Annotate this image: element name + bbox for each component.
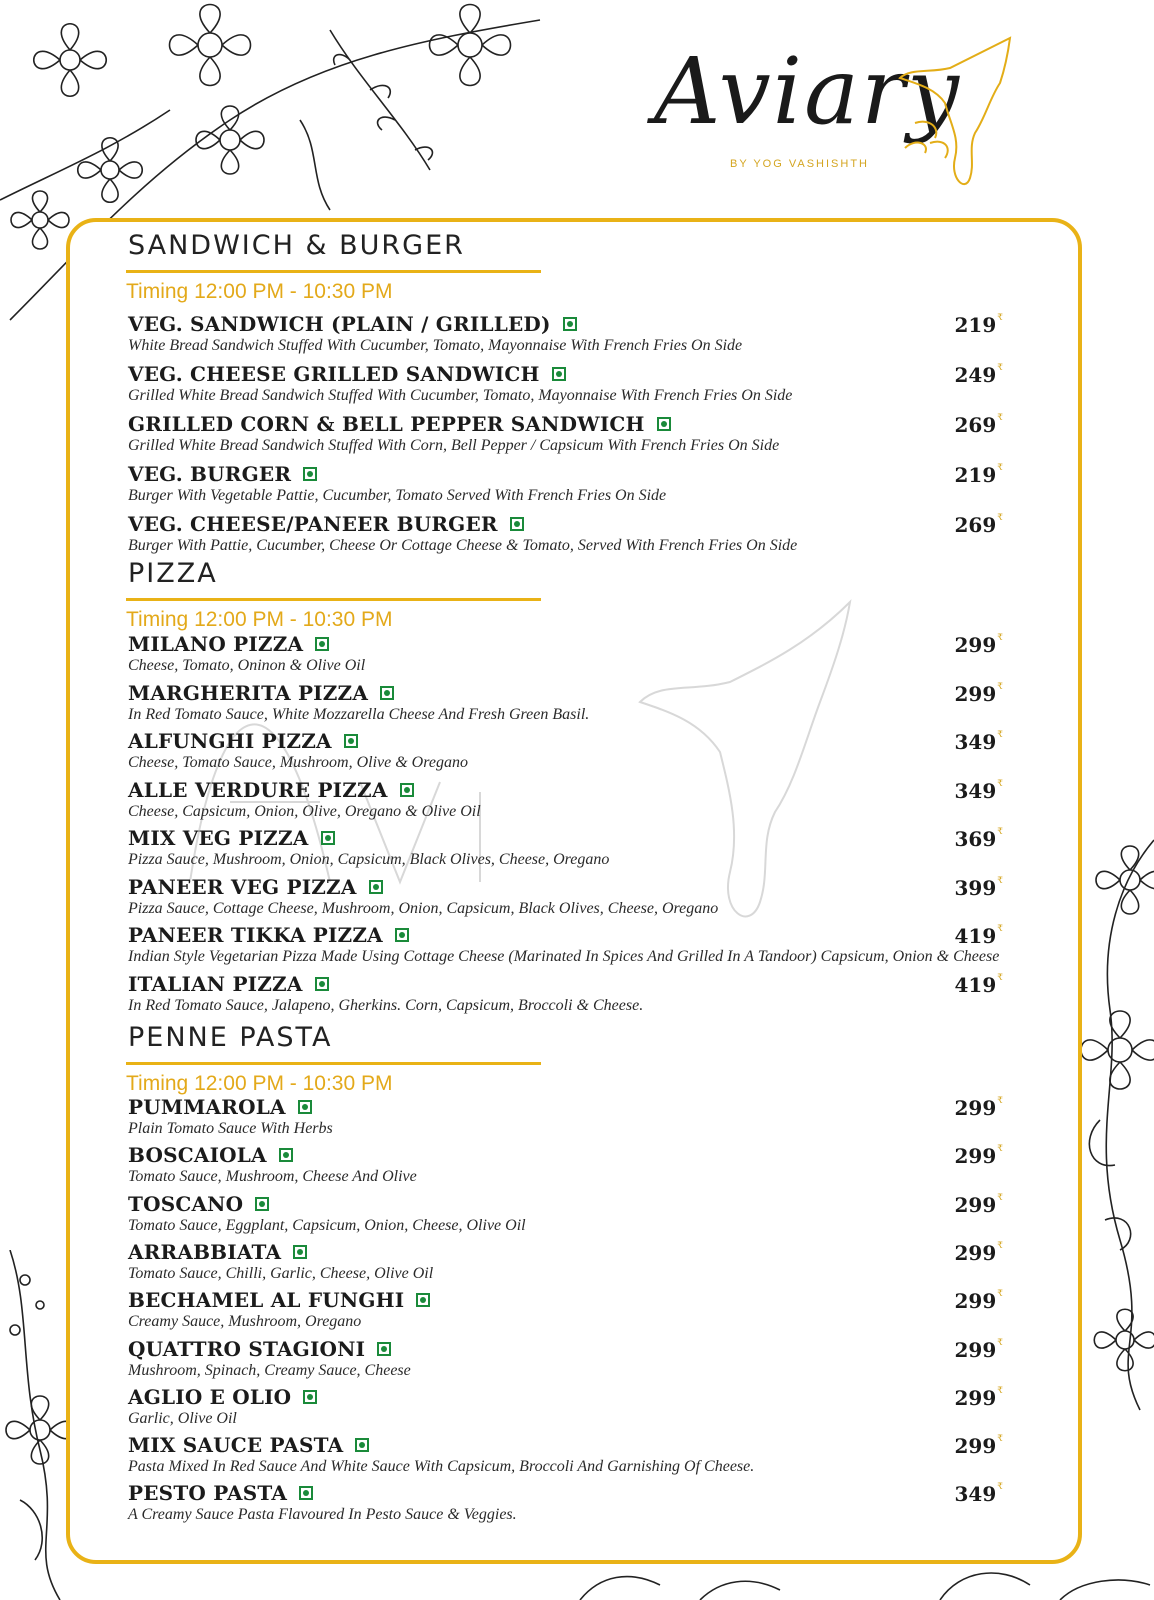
item-price: 299₹: [954, 1144, 1003, 1169]
item-name: GRILLED CORN & BELL PEPPER SANDWICH: [128, 412, 645, 436]
item-description: Plain Tomato Sauce With Herbs: [128, 1120, 333, 1137]
item-description: Pizza Sauce, Mushroom, Onion, Capsicum, Black Olives, Cheese, Oregano: [128, 851, 610, 868]
rupee-icon: ₹: [997, 1482, 1003, 1493]
rupee-icon: ₹: [997, 778, 1003, 789]
menu-item: [128, 681, 1078, 724]
item-price: 299₹: [954, 1289, 1003, 1314]
item-name: AGLIO E OLIO: [128, 1384, 292, 1409]
item-price: 419₹: [954, 924, 1003, 948]
menu-card: [66, 218, 1082, 1564]
floral-right: [1070, 820, 1154, 1420]
item-description: Indian Style Vegetarian Pizza Made Using Cottage Cheese (Marinated In Spices And Grilled In A Tandoor) Capsicum, Onion & Cheese: [128, 948, 1000, 965]
rupee-icon: ₹: [997, 313, 1003, 323]
item-price: 399₹: [954, 875, 1003, 900]
brand-logo: [640, 28, 1040, 208]
rupee-icon: ₹: [997, 681, 1003, 692]
menu-item: [128, 923, 1078, 966]
item-price: 269₹: [954, 513, 1003, 537]
veg-icon: [416, 1293, 430, 1307]
veg-icon: [552, 367, 566, 381]
item-price: 299₹: [954, 1337, 1003, 1362]
rupee-icon: ₹: [997, 1096, 1003, 1106]
bird-icon: [890, 28, 1020, 198]
veg-icon: [299, 1486, 313, 1500]
item-name: BECHAMEL AL FUNGHI: [128, 1288, 405, 1313]
rupee-icon: ₹: [997, 1192, 1003, 1203]
item-name: PESTO PASTA: [128, 1481, 288, 1506]
item-price: 299₹: [954, 1192, 1003, 1217]
item-price: 219₹: [954, 313, 1003, 337]
section-divider: [126, 1062, 541, 1065]
rupee-icon: ₹: [997, 1289, 1003, 1300]
rupee-icon: ₹: [997, 875, 1003, 886]
menu-item: [128, 412, 1078, 455]
menu-item: [128, 875, 1078, 918]
menu-item: [128, 1143, 1078, 1186]
menu-item: [128, 826, 1078, 869]
item-description: Garlic, Olive Oil: [128, 1409, 237, 1427]
rupee-icon: ₹: [997, 1240, 1003, 1251]
item-name: MILANO PIZZA: [128, 632, 304, 656]
section-title: SANDWICH & BURGER: [128, 230, 465, 261]
item-name: MARGHERITA PIZZA: [128, 680, 369, 705]
rupee-icon: ₹: [997, 413, 1003, 423]
veg-icon: [344, 734, 358, 748]
menu-item: [128, 1337, 1078, 1380]
veg-icon: [315, 977, 329, 991]
veg-icon: [279, 1148, 293, 1162]
veg-icon: [355, 1438, 369, 1452]
item-name: ARRABBIATA: [128, 1239, 282, 1264]
veg-icon: [657, 417, 671, 431]
menu-item: [128, 1481, 1078, 1524]
item-description: Tomato Sauce, Eggplant, Capsicum, Onion, Cheese, Olive Oil: [128, 1216, 526, 1234]
veg-icon: [321, 831, 335, 845]
menu-item: [128, 1095, 1078, 1138]
item-price: 299₹: [954, 633, 1003, 657]
item-name: ALFUNGHI PIZZA: [128, 729, 332, 753]
veg-icon: [255, 1197, 269, 1211]
item-price: 299₹: [954, 1096, 1003, 1120]
item-description: A Creamy Sauce Pasta Flavoured In Pesto Sauce & Veggies.: [128, 1506, 517, 1524]
rupee-icon: ₹: [997, 827, 1003, 837]
rupee-icon: ₹: [997, 463, 1003, 473]
item-description: Pizza Sauce, Cottage Cheese, Mushroom, Onion, Capsicum, Black Olives, Cheese, Oregano: [128, 899, 719, 917]
item-description: Mushroom, Spinach, Creamy Sauce, Cheese: [128, 1361, 411, 1379]
veg-icon: [298, 1100, 312, 1114]
item-description: Burger With Vegetable Pattie, Cucumber, Tomato Served With French Fries On Side: [128, 487, 667, 504]
item-price: 299₹: [954, 1434, 1003, 1459]
rupee-icon: ₹: [997, 924, 1003, 934]
section-timing: Timing 12:00 PM - 10:30 PM: [126, 280, 393, 303]
item-price: 249₹: [954, 363, 1003, 387]
item-name: VEG. SANDWICH (PLAIN / GRILLED): [128, 312, 551, 336]
veg-icon: [293, 1245, 307, 1259]
item-price: 299₹: [954, 1385, 1003, 1410]
item-price: 269₹: [954, 413, 1003, 437]
veg-icon: [395, 928, 409, 942]
menu-item: [128, 312, 1078, 355]
rupee-icon: ₹: [997, 1337, 1003, 1348]
rupee-icon: ₹: [997, 633, 1003, 643]
section-divider: [126, 598, 541, 601]
item-name: PUMMAROLA: [128, 1095, 286, 1119]
veg-icon: [303, 1390, 317, 1404]
item-description: Tomato Sauce, Chilli, Garlic, Cheese, Olive Oil: [128, 1264, 434, 1282]
veg-icon: [400, 783, 414, 797]
item-price: 349₹: [954, 778, 1003, 803]
section-title: PENNE PASTA: [128, 1022, 333, 1053]
veg-icon: [303, 467, 317, 481]
section-timing: Timing 12:00 PM - 10:30 PM: [126, 1072, 393, 1095]
item-description: Creamy Sauce, Mushroom, Oregano: [128, 1313, 362, 1331]
brand-name: Aviary: [654, 38, 961, 145]
menu-item: [128, 778, 1078, 821]
veg-icon: [377, 1342, 391, 1356]
menu-item: [128, 512, 1078, 555]
item-description: Burger With Pattie, Cucumber, Cheese Or Cottage Cheese & Tomato, Served With French Fries On Side: [128, 537, 798, 554]
section-title: PIZZA: [128, 558, 218, 589]
item-name: BOSCAIOLA: [128, 1143, 267, 1168]
rupee-icon: ₹: [997, 513, 1003, 523]
item-description: Grilled White Bread Sandwich Stuffed With Cucumber, Tomato, Mayonnaise With French Fries On Side: [128, 387, 793, 404]
rupee-icon: ₹: [997, 972, 1003, 983]
menu-item: [128, 729, 1078, 772]
item-description: In Red Tomato Sauce, White Mozzarella Cheese And Fresh Green Basil.: [128, 705, 590, 723]
rupee-icon: ₹: [997, 1385, 1003, 1396]
veg-icon: [563, 317, 577, 331]
menu-item: [128, 1240, 1078, 1283]
item-name: VEG. BURGER: [128, 462, 292, 486]
rupee-icon: ₹: [997, 1144, 1003, 1155]
menu-item: [128, 362, 1078, 405]
item-price: 299₹: [954, 1240, 1003, 1265]
item-name: QUATTRO STAGIONI: [128, 1336, 366, 1361]
item-description: Grilled White Bread Sandwich Stuffed With Corn, Bell Pepper / Capsicum With French Fries On Side: [128, 437, 780, 454]
veg-icon: [380, 686, 394, 700]
section-divider: [126, 270, 541, 273]
item-price: 349₹: [954, 730, 1003, 754]
item-name: TOSCANO: [128, 1191, 244, 1216]
item-price: 349₹: [954, 1482, 1003, 1507]
rupee-icon: ₹: [997, 363, 1003, 373]
menu-item: [128, 632, 1078, 675]
item-name: PANEER VEG PIZZA: [128, 874, 357, 899]
item-price: 299₹: [954, 681, 1003, 706]
menu-item: [128, 462, 1078, 505]
item-name: ITALIAN PIZZA: [128, 971, 303, 996]
veg-icon: [315, 637, 329, 651]
menu-item: [128, 1192, 1078, 1235]
item-price: 419₹: [954, 972, 1003, 997]
brand-byline: BY YOG VASHISHTH: [730, 158, 869, 170]
item-description: Cheese, Tomato Sauce, Mushroom, Olive & Oregano: [128, 754, 468, 771]
menu-item: [128, 1288, 1078, 1331]
rupee-icon: ₹: [997, 1434, 1003, 1445]
veg-icon: [510, 517, 524, 531]
item-description: In Red Tomato Sauce, Jalapeno, Gherkins. Corn, Capsicum, Broccoli & Cheese.: [128, 996, 644, 1014]
item-name: MIX SAUCE PASTA: [128, 1433, 344, 1458]
item-price: 369₹: [954, 827, 1003, 851]
menu-item: [128, 1385, 1078, 1428]
item-name: ALLE VERDURE PIZZA: [128, 777, 388, 802]
veg-icon: [369, 880, 383, 894]
item-name: MIX VEG PIZZA: [128, 826, 309, 850]
item-name: VEG. CHEESE/PANEER BURGER: [128, 512, 498, 536]
item-name: PANEER TIKKA PIZZA: [128, 923, 383, 947]
item-description: Tomato Sauce, Mushroom, Cheese And Olive: [128, 1168, 417, 1186]
menu-item: [128, 1433, 1078, 1476]
section-timing: Timing 12:00 PM - 10:30 PM: [126, 608, 393, 631]
item-description: Pasta Mixed In Red Sauce And White Sauce With Capsicum, Broccoli And Garnishing Of Cheese.: [128, 1458, 755, 1476]
item-name: VEG. CHEESE GRILLED SANDWICH: [128, 362, 540, 386]
rupee-icon: ₹: [997, 730, 1003, 740]
item-description: White Bread Sandwich Stuffed With Cucumber, Tomato, Mayonnaise With French Fries On Side: [128, 337, 743, 354]
item-description: Cheese, Capsicum, Onion, Olive, Oregano & Olive Oil: [128, 802, 481, 820]
menu-item: [128, 972, 1078, 1015]
item-price: 219₹: [954, 463, 1003, 487]
item-description: Cheese, Tomato, Oninon & Olive Oil: [128, 657, 366, 674]
